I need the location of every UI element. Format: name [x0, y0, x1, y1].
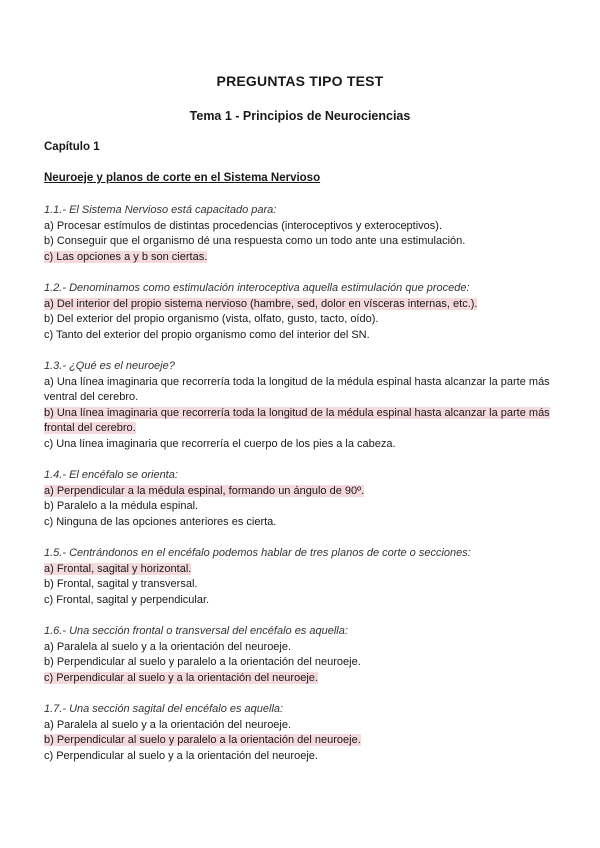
answer-option	[44, 437, 564, 453]
answer-option-text: a) Del interior del propio sistema nervioso (hambre, sed, dolor en vísceras internas, etc.).	[44, 297, 478, 310]
question-text: 1.7.- Una sección sagital del encéfalo es aquella:	[44, 703, 284, 715]
question-list	[44, 203, 564, 780]
answer-option-text: b) Frontal, sagital y transversal.	[44, 578, 198, 591]
answer-option-text: a) Perpendicular a la médula espinal, formando un ángulo de 90º.	[44, 484, 365, 497]
section-heading: Neuroeje y planos de corte en el Sistema Nervioso	[44, 172, 321, 184]
answer-option-text: b) Perpendicular al suelo y paralelo a la orientación del neuroeje.	[44, 734, 361, 747]
answer-option	[44, 749, 564, 765]
answer-option-text: c) Ninguna de las opciones anteriores es cierta.	[44, 515, 277, 528]
answer-option-text: c) Perpendicular al suelo y a la orientación del neuroeje.	[44, 749, 318, 762]
answer-option	[44, 484, 564, 500]
question-item	[44, 281, 564, 343]
question-text: 1.5.- Centrándonos en el encéfalo podemos hablar de tres planos de corte o secciones:	[44, 547, 471, 560]
answer-option-text: c) Una línea imaginaria que recorrería el cuerpo de los pies a la cabeza.	[44, 437, 396, 450]
answer-option	[44, 655, 564, 671]
answer-option	[44, 577, 564, 593]
answer-option-text: a) Una línea imaginaria que recorrería toda la longitud de la médula espinal hasta alcanzar la parte más ventral del cerebro.	[44, 375, 550, 404]
answer-option	[44, 297, 564, 313]
answer-option-text: b) Perpendicular al suelo y paralelo a la orientación del neuroeje.	[44, 656, 361, 669]
question-text: 1.1.- El Sistema Nervioso está capacitado para:	[44, 204, 277, 216]
answer-option-text: b) Del exterior del propio organismo (vista, olfato, gusto, tacto, oído).	[44, 313, 379, 326]
answer-option	[44, 593, 564, 609]
answer-option	[44, 718, 564, 734]
question-text: 1.6.- Una sección frontal o transversal del encéfalo es aquella:	[44, 625, 348, 638]
question-text: 1.2.- Denominamos como estimulación interoceptiva aquella estimulación que procede:	[44, 281, 470, 294]
question-text: 1.3.- ¿Qué es el neuroeje?	[44, 359, 175, 372]
answer-option-text: b) Conseguir que el organismo dé una respuesta como un todo ante una estimulación.	[44, 235, 466, 248]
answer-option-text: b) Una línea imaginaria que recorrería toda la longitud de la médula espinal hasta alcanzar la parte más frontal del cerebro.	[44, 406, 550, 435]
answer-option-text: a) Paralela al suelo y a la orientación del neuroeje.	[44, 640, 292, 653]
answer-option	[44, 406, 564, 437]
question-text: 1.4.- El encéfalo se orienta:	[44, 469, 178, 482]
answer-option	[44, 234, 564, 250]
answer-option	[44, 312, 564, 328]
question-item	[44, 546, 564, 608]
answer-option-text: c) Las opciones a y b son ciertas.	[44, 250, 208, 263]
chapter-heading: Capítulo 1	[44, 141, 100, 153]
answer-option	[44, 671, 564, 687]
answer-option-text: c) Tanto del exterior del propio organismo como del interior del SN.	[44, 328, 370, 341]
question-item	[44, 702, 564, 764]
question-item	[44, 203, 564, 265]
answer-option	[44, 499, 564, 515]
page-title: PREGUNTAS TIPO TEST	[216, 73, 384, 89]
answer-option-text: a) Paralela al suelo y a la orientación del neuroeje.	[44, 718, 292, 731]
answer-option	[44, 733, 564, 749]
question-item	[44, 468, 564, 530]
answer-option-text: a) Procesar estímulos de distintas procedencias (interoceptivos y exteroceptivos).	[44, 219, 443, 232]
topic-subtitle: Tema 1 - Principios de Neurociencias	[189, 109, 411, 123]
answer-option-text: c) Perpendicular al suelo y a la orientación del neuroeje.	[44, 671, 318, 684]
answer-option	[44, 250, 564, 266]
answer-option	[44, 562, 564, 578]
answer-option	[44, 219, 564, 235]
answer-option-text: b) Paralelo a la médula espinal.	[44, 500, 199, 513]
answer-option	[44, 640, 564, 656]
answer-option	[44, 375, 564, 406]
question-item	[44, 359, 564, 453]
answer-option-text: a) Frontal, sagital y horizontal.	[44, 562, 192, 575]
answer-option-text: c) Frontal, sagital y perpendicular.	[44, 593, 210, 606]
question-item	[44, 624, 564, 686]
answer-option	[44, 515, 564, 531]
answer-option	[44, 328, 564, 344]
